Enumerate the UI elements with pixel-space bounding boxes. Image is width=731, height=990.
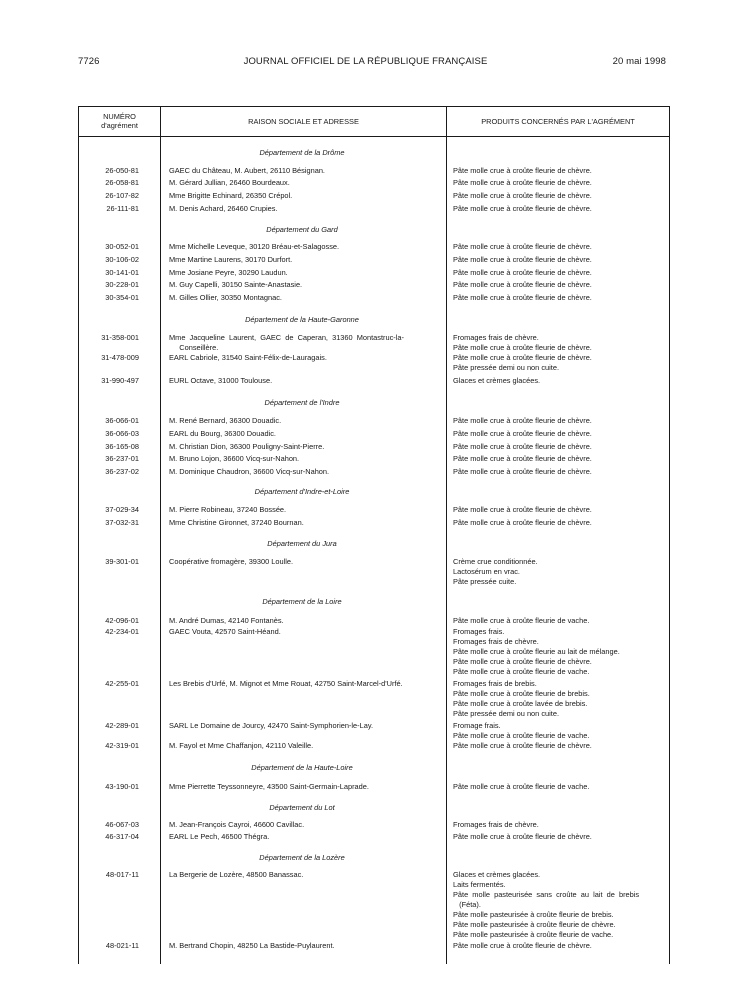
approval-number: 36-066-03 (105, 429, 139, 438)
approval-number: 30-106-02 (105, 255, 139, 264)
approved-products: Pâte molle crue à croûte fleurie de chèvre. (453, 832, 592, 841)
department-heading: Département de la Lozère (259, 853, 345, 862)
approved-products: Pâte molle crue à croûte fleurie de chèvre. (453, 191, 592, 200)
approved-products: Pâte molle crue à croûte fleurie de chèvre. (453, 178, 592, 187)
company-address: GAEC du Château, M. Aubert, 26110 Bésignan. (169, 166, 325, 175)
approved-products: Fromages frais de brebis. Pâte molle crue à croûte fleurie de brebis. Pâte molle crue à croûte lavée de brebis. Pâte pressée demi ou non cuite. (453, 679, 590, 718)
approval-number: 30-228-01 (105, 280, 139, 289)
company-address: EURL Octave, 31000 Toulouse. (169, 376, 273, 385)
approval-number: 37-029-34 (105, 505, 139, 514)
company-address: Mme Pierrette Teyssonneyre, 43500 Saint-Germain-Laprade. (169, 782, 369, 791)
department-heading: Département du Jura (267, 539, 337, 548)
company-address: M. Dominique Chaudron, 36600 Vicq-sur-Nahon. (169, 467, 330, 476)
approved-products: Pâte molle crue à croûte fleurie de vache. (453, 782, 590, 791)
approval-number: 48-021-11 (105, 941, 139, 950)
table-border-right (669, 106, 670, 964)
department-heading: Département du Gard (266, 225, 338, 234)
company-address: M. Denis Achard, 26460 Crupies. (169, 204, 278, 213)
company-address: Coopérative fromagère, 39300 Loulle. (169, 557, 294, 566)
approved-products: Fromages frais. Fromages frais de chèvre. Pâte molle crue à croûte fleurie au lait de mélange. Pâte molle crue à croûte fleurie de chèvre. Pâte molle crue à croûte fleurie de vache. (453, 627, 620, 676)
approval-number: 43-190-01 (105, 782, 139, 791)
company-address: La Bergerie de Lozère, 48500 Banassac. (169, 870, 304, 879)
approved-products: Pâte molle crue à croûte fleurie de chèvre. (453, 741, 592, 750)
approved-products: Crème crue conditionnée. Lactosérum en vrac. Pâte pressée cuite. (453, 557, 538, 586)
company-address: M. Fayol et Mme Chaffanjon, 42110 Valeille. (169, 741, 314, 750)
approved-products: Pâte molle crue à croûte fleurie de chèvre. (453, 454, 592, 463)
company-address: EARL Le Pech, 46500 Thégra. (169, 832, 270, 841)
table-border-left (78, 106, 79, 964)
approved-products: Pâte molle crue à croûte fleurie de chèvre. (453, 280, 592, 289)
approval-number: 26-058-81 (105, 178, 139, 187)
page-number: 7726 (78, 56, 100, 67)
journal-title: JOURNAL OFFICIEL DE LA RÉPUBLIQUE FRANÇAISE (243, 56, 488, 67)
approved-products: Glaces et crèmes glacées. (453, 376, 541, 385)
department-heading: Département de la Drôme (259, 148, 345, 157)
company-address: M. Pierre Robineau, 37240 Bossée. (169, 505, 287, 514)
approved-products: Pâte molle crue à croûte fleurie de chèvre. (453, 204, 592, 213)
company-address: Mme Christine Gironnet, 37240 Bournan. (169, 518, 304, 527)
company-address: M. Bruno Lojon, 36600 Vicq-sur-Nahon. (169, 454, 300, 463)
approved-products: Pâte molle crue à croûte fleurie de vache. (453, 616, 590, 625)
approved-products: Pâte molle crue à croûte fleurie de chèvre. Pâte pressée demi ou non cuite. (453, 353, 592, 372)
company-address: M. Guy Capelli, 30150 Sainte-Anastasie. (169, 280, 303, 289)
approvals-table (78, 106, 670, 964)
company-address: M. Gérard Jullian, 26460 Bourdeaux. (169, 178, 290, 187)
column-header-numero: NUMÉRO d'agrément (101, 112, 138, 130)
company-address: Mme Brigitte Echinard, 26350 Crépol. (169, 191, 293, 200)
approved-products: Glaces et crèmes glacées. Laits fermentés. Pâte molle pasteurisée sans croûte au lait de brebis (Féta). Pâte molle pasteurisée à croûte fleurie de brebis. Pâte molle pasteurisée à croûte fleurie de chèvre. Pâte molle pasteurisée à croûte fleurie de vache. (453, 870, 640, 939)
table-border-top (78, 106, 670, 107)
approval-number: 42-234-01 (105, 627, 139, 636)
approved-products: Pâte molle crue à croûte fleurie de chèvre. (453, 941, 592, 950)
approved-products: Pâte molle crue à croûte fleurie de chèvre. (453, 293, 592, 302)
company-address: Mme Josiane Peyre, 30290 Laudun. (169, 268, 288, 277)
approval-number: 36-165-08 (105, 442, 139, 451)
approval-number: 31-358-001 (101, 333, 139, 342)
approval-number: 46-067-03 (105, 820, 139, 829)
company-address: EARL du Bourg, 36300 Douadic. (169, 429, 276, 438)
publication-date: 20 mai 1998 (612, 56, 666, 67)
company-address: M. Christian Dion, 36300 Pouligny-Saint-Pierre. (169, 442, 325, 451)
approval-number: 42-319-01 (105, 741, 139, 750)
approved-products: Pâte molle crue à croûte fleurie de chèvre. (453, 242, 592, 251)
approval-number: 37-032-31 (105, 518, 139, 527)
approval-number: 30-354-01 (105, 293, 139, 302)
approved-products: Pâte molle crue à croûte fleurie de chèvre. (453, 416, 592, 425)
approved-products: Pâte molle crue à croûte fleurie de chèvre. (453, 505, 592, 514)
approved-products: Fromages frais de chèvre. (453, 820, 539, 829)
approval-number: 39-301-01 (105, 557, 139, 566)
company-address: M. René Bernard, 36300 Douadic. (169, 416, 282, 425)
approval-number: 26-107-82 (105, 191, 139, 200)
approval-number: 48-017-11 (105, 870, 139, 879)
department-heading: Département de la Haute-Loire (251, 763, 353, 772)
approved-products: Pâte molle crue à croûte fleurie de chèvre. (453, 255, 592, 264)
approved-products: Pâte molle crue à croûte fleurie de chèvre. (453, 429, 592, 438)
company-address: SARL Le Domaine de Jourcy, 42470 Saint-Symphorien-le-Lay. (169, 721, 374, 730)
approval-number: 26-050-81 (105, 166, 139, 175)
company-address: Les Brebis d'Urfé, M. Mignot et Mme Rouat, 42750 Saint-Marcel-d'Urfé. (169, 679, 403, 688)
company-address: Mme Michelle Leveque, 30120 Bréau-et-Salagosse. (169, 242, 340, 251)
approved-products: Pâte molle crue à croûte fleurie de chèvre. (453, 518, 592, 527)
company-address: Mme Jacqueline Laurent, GAEC de Caperan, 31360 Montastruc-la- Conseillère. (169, 333, 404, 352)
approval-number: 31-478-009 (101, 353, 139, 362)
approved-products: Pâte molle crue à croûte fleurie de chèvre. (453, 166, 592, 175)
department-heading: Département d'Indre-et-Loire (254, 487, 350, 496)
company-address: Mme Martine Laurens, 30170 Durfort. (169, 255, 293, 264)
department-heading: Département de la Haute-Garonne (245, 315, 359, 324)
approval-number: 26-111-81 (106, 204, 139, 213)
company-address: M. Gilles Ollier, 30350 Montagnac. (169, 293, 282, 302)
column-header-produits: PRODUITS CONCERNÉS PAR L'AGRÉMENT (481, 117, 635, 126)
column-header-raison: RAISON SOCIALE ET ADRESSE (248, 117, 359, 126)
approval-number: 46-317-04 (105, 832, 139, 841)
department-heading: Département du Lot (269, 803, 335, 812)
company-address: M. Jean-François Cayroi, 46600 Cavillac. (169, 820, 305, 829)
approved-products: Pâte molle crue à croûte fleurie de chèvre. (453, 268, 592, 277)
company-address: EARL Cabriole, 31540 Saint-Félix-de-Lauragais. (169, 353, 327, 362)
company-address: M. André Dumas, 42140 Fontanès. (169, 616, 284, 625)
header-rule (78, 136, 670, 137)
approved-products: Fromages frais de chèvre. Pâte molle crue à croûte fleurie de chèvre. (453, 333, 592, 352)
approval-number: 42-096-01 (105, 616, 139, 625)
department-heading: Département de la Loire (262, 597, 342, 606)
approved-products: Fromage frais. Pâte molle crue à croûte fleurie de vache. (453, 721, 590, 740)
approval-number: 36-237-02 (105, 467, 139, 476)
approved-products: Pâte molle crue à croûte fleurie de chèvre. (453, 442, 592, 451)
approval-number: 42-289-01 (105, 721, 139, 730)
company-address: GAEC Vouta, 42570 Saint-Héand. (169, 627, 281, 636)
approval-number: 31-990-497 (101, 376, 139, 385)
approval-number: 36-237-01 (105, 454, 139, 463)
approval-number: 30-141-01 (105, 268, 139, 277)
approval-number: 36-066-01 (105, 416, 139, 425)
approval-number: 42-255-01 (105, 679, 139, 688)
approved-products: Pâte molle crue à croûte fleurie de chèvre. (453, 467, 592, 476)
department-heading: Département de l'Indre (264, 398, 340, 407)
company-address: M. Bertrand Chopin, 48250 La Bastide-Puylaurent. (169, 941, 335, 950)
approval-number: 30-052-01 (105, 242, 139, 251)
